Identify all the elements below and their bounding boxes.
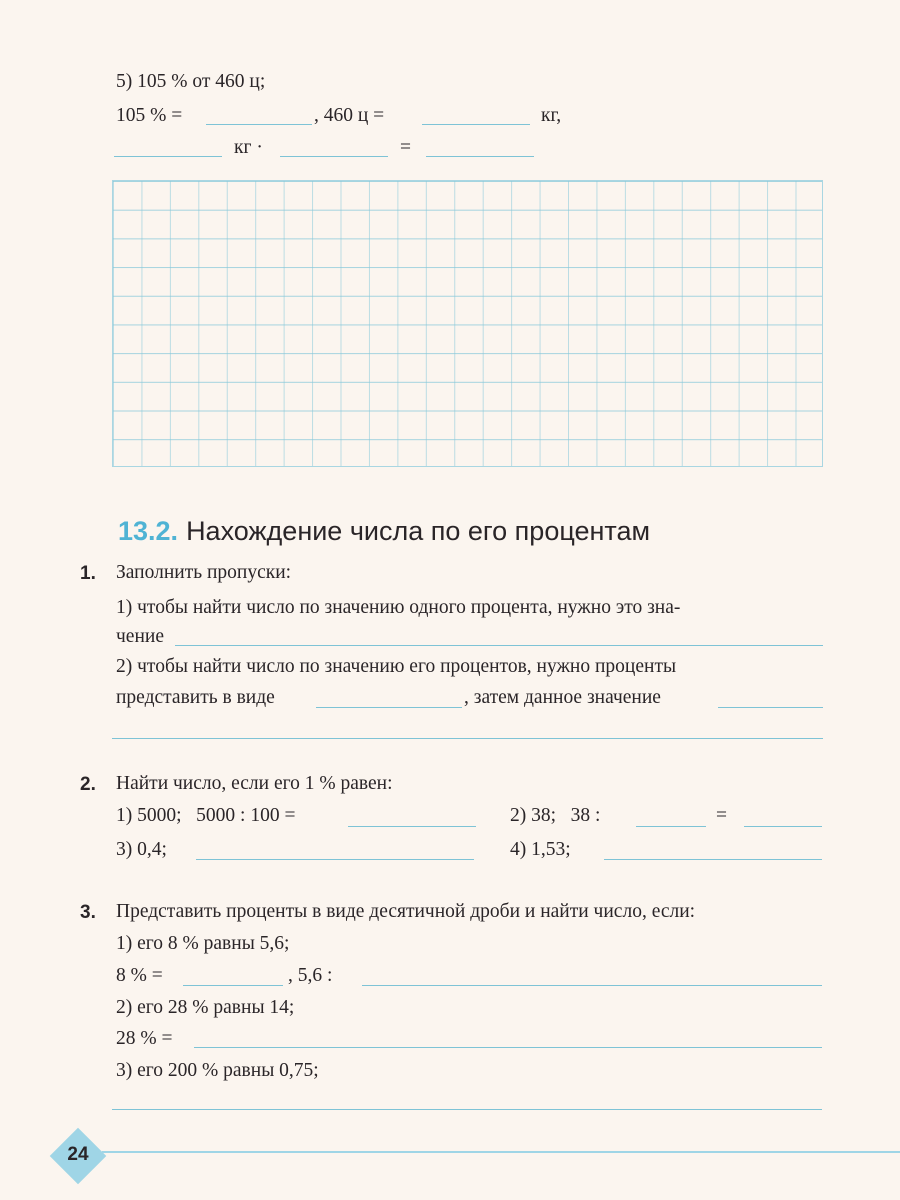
answer-blank[interactable] <box>316 707 462 708</box>
answer-blank[interactable] <box>175 645 823 646</box>
answer-blank[interactable] <box>183 985 283 986</box>
section-number: 13.2. <box>118 516 179 546</box>
answer-blank[interactable] <box>426 156 534 157</box>
answer-blank[interactable] <box>280 156 388 157</box>
task-1-item-1-line1: 1) чтобы найти число по значению одного процента, нужно это зна- <box>116 597 681 618</box>
grid-work-area[interactable] <box>112 180 823 467</box>
answer-blank[interactable] <box>114 156 222 157</box>
task-1-item-2-line2b: , затем данное значение <box>464 687 661 708</box>
task-prompt: Представить проценты в виде десятичной дроби и найти число, если: <box>116 901 696 922</box>
task-2-item-3: 3) 0,4; <box>116 839 167 860</box>
task-3-item-1-label: 1) его 8 % равны 5,6; <box>116 933 290 954</box>
answer-blank[interactable] <box>422 124 530 125</box>
task-3-item-3-label: 3) его 200 % равны 0,75; <box>116 1060 319 1081</box>
answer-blank[interactable] <box>744 826 822 827</box>
answer-blank[interactable] <box>718 707 823 708</box>
answer-blank[interactable] <box>348 826 476 827</box>
answer-blank[interactable] <box>194 1047 822 1048</box>
task-prompt: Заполнить пропуски: <box>116 562 292 583</box>
task-number: 1. <box>80 563 96 584</box>
task-prompt: Найти число, если его 1 % равен: <box>116 773 393 794</box>
task-1-item-2-line2a: представить в виде <box>116 687 275 708</box>
task-3-item-2-label: 2) его 28 % равны 14; <box>116 997 295 1018</box>
section-heading <box>118 516 650 547</box>
task-3-item-1-calc-b: , 5,6 : <box>288 965 333 986</box>
equals-sign: = <box>716 805 727 826</box>
task-2-item-2: 2) 38; 38 : <box>510 805 601 826</box>
answer-blank[interactable] <box>206 124 312 125</box>
task-1-item-1-line2: чение <box>116 626 164 647</box>
task-3-item-2-calc-a: 28 % = <box>116 1028 173 1049</box>
answer-blank[interactable] <box>636 826 706 827</box>
task-3-item-1-calc-a: 8 % = <box>116 965 163 986</box>
unit-label: кг · <box>234 137 263 158</box>
exercise-5-label: 5) 105 % от 460 ц; <box>116 71 266 92</box>
unit-label: кг, <box>541 105 562 126</box>
answer-blank[interactable] <box>112 738 823 739</box>
task-1-item-2-line1: 2) чтобы найти число по значению его процентов, нужно проценты <box>116 656 677 677</box>
page-number-badge <box>50 1128 106 1184</box>
section-title: Нахождение числа по его процентам <box>186 516 651 546</box>
task-number: 2. <box>80 774 96 795</box>
page-number: 24 <box>67 1144 89 1165</box>
answer-blank[interactable] <box>362 985 822 986</box>
exercise-5-mid: , 460 ц = <box>314 105 385 126</box>
task-number: 3. <box>80 902 96 923</box>
answer-blank[interactable] <box>604 859 822 860</box>
task-2-item-1: 1) 5000; 5000 : 100 = <box>116 805 296 826</box>
equals-sign: = <box>400 137 411 158</box>
footer-rule <box>102 1151 900 1153</box>
answer-blank[interactable] <box>112 1109 822 1110</box>
answer-blank[interactable] <box>196 859 474 860</box>
task-2-item-4: 4) 1,53; <box>510 839 571 860</box>
exercise-5-lhs: 105 % = <box>116 105 183 126</box>
